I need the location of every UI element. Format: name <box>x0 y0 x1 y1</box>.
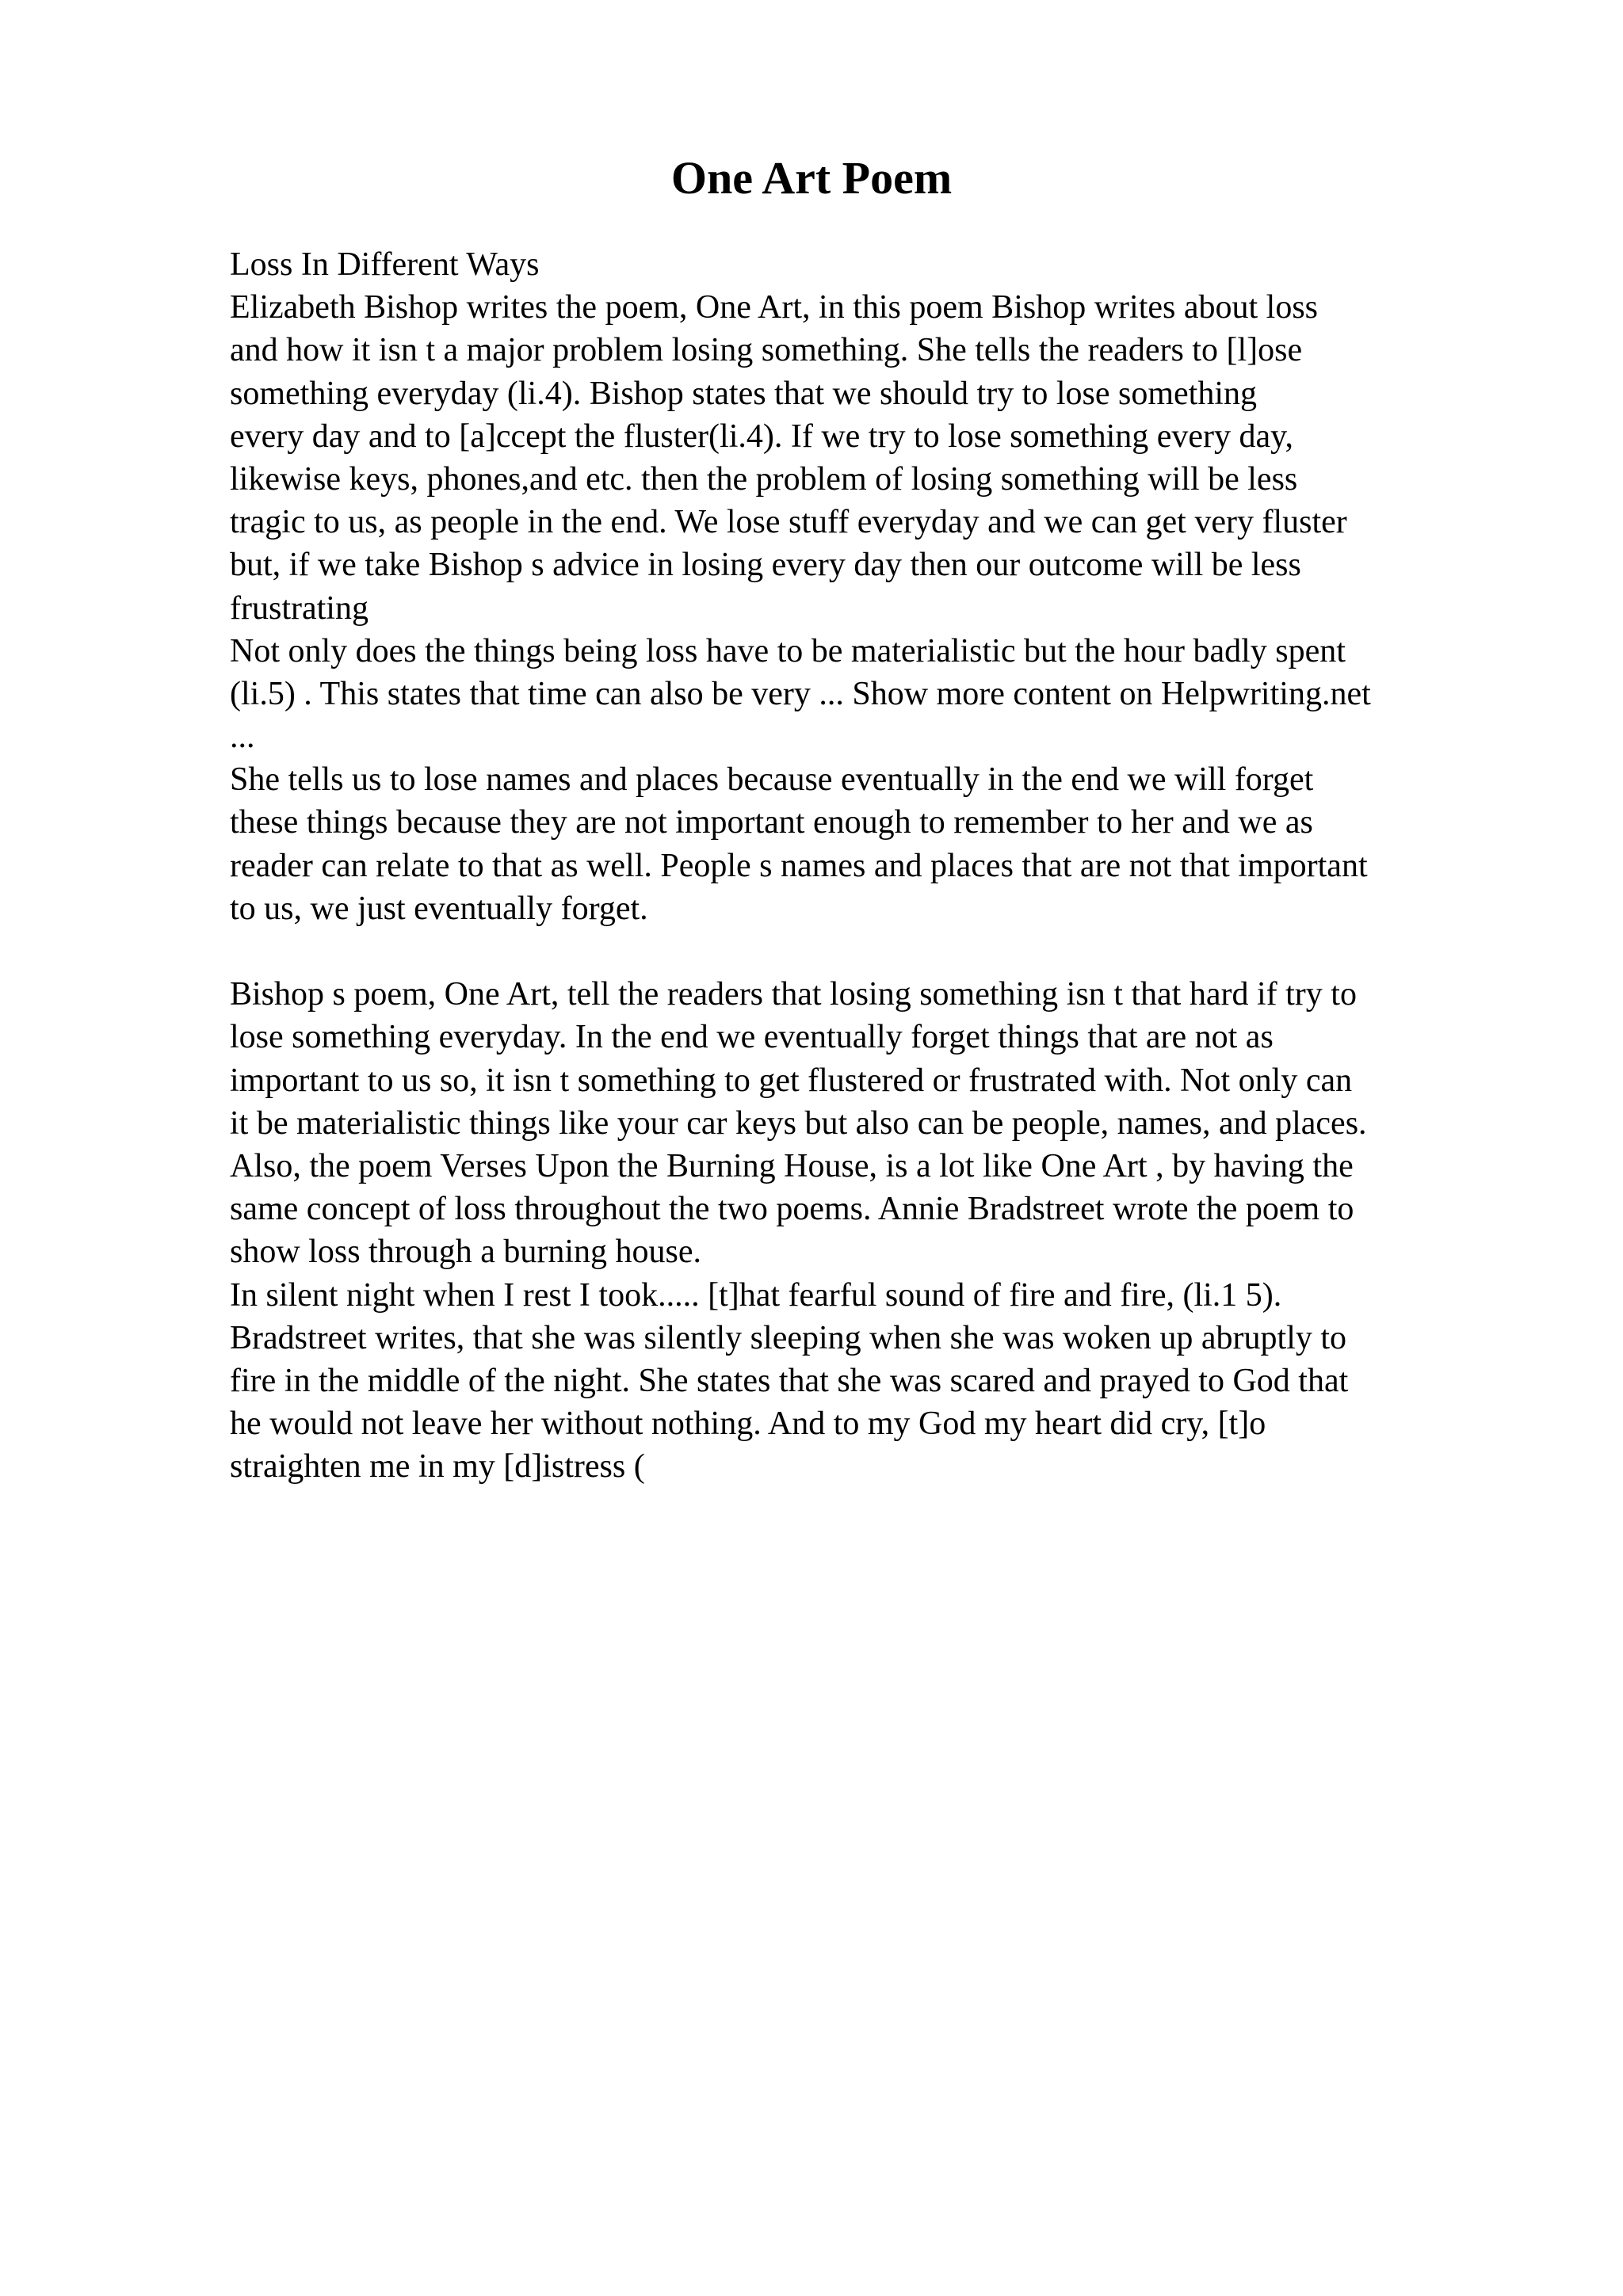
text-line: these things because they are not important enough to remember to her and we as <box>230 804 1313 841</box>
text-line: She tells us to lose names and places because eventually in the end we will forget <box>230 761 1314 799</box>
page-title: One Art Poem <box>670 152 953 204</box>
text-line: and how it isn t a major problem losing something. She tells the readers to [l]ose <box>230 332 1303 369</box>
text-line: Not only does the things being loss have to be materialistic but the hour badly spent <box>230 632 1346 669</box>
text-line: Also, the poem Verses Upon the Burning House, is a lot like One Art , by having the <box>230 1147 1354 1184</box>
text-line: In silent night when I rest I took..... [t]hat fearful sound of fire and fire, (li.1 5). <box>230 1276 1282 1314</box>
text-line: something everyday (li.4). Bishop states that we should try to lose something <box>230 375 1257 412</box>
text-line: ... <box>230 719 255 756</box>
text-line: (li.5) . This states that time can also be very ... Show more content on Helpwriting.net <box>230 675 1371 712</box>
document-body <box>230 243 1514 1488</box>
text-line: it be materialistic things like your car keys but also can be people, names, and places. <box>230 1104 1367 1142</box>
text-line: show loss through a burning house. <box>230 1234 701 1271</box>
text-line: fire in the middle of the night. She states that she was scared and prayed to God that <box>230 1362 1349 1399</box>
text-line: but, if we take Bishop s advice in losing every day then our outcome will be less <box>230 547 1301 584</box>
text-line: straighten me in my [d]istress ( <box>230 1448 645 1486</box>
text-line: Bishop s poem, One Art, tell the readers that losing something isn t that hard if try to <box>230 976 1357 1013</box>
paragraph-break <box>230 930 1514 973</box>
text-line: lose something everyday. In the end we eventually forget things that are not as <box>230 1019 1274 1056</box>
text-line: Bradstreet writes, that she was silently sleeping when she was woken up abruptly to <box>230 1319 1347 1356</box>
text-line: tragic to us, as people in the end. We lose stuff everyday and we can get very fluster <box>230 504 1347 541</box>
text-line: frustrating <box>230 589 369 627</box>
text-line: Elizabeth Bishop writes the poem, One Art, in this poem Bishop writes about loss <box>230 289 1319 326</box>
text-line: he would not leave her without nothing. And to my God my heart did cry, [t]o <box>230 1405 1266 1443</box>
text-line: same concept of loss throughout the two poems. Annie Bradstreet wrote the poem to <box>230 1191 1354 1228</box>
text-line: every day and to [a]ccept the fluster(li.4). If we try to lose something every day, <box>230 418 1293 455</box>
text-line: Loss In Different Ways <box>230 246 540 283</box>
text-line: reader can relate to that as well. People s names and places that are not that important <box>230 847 1368 884</box>
text-line: important to us so, it isn t something to get flustered or frustrated with. Not only can <box>230 1062 1353 1099</box>
text-line: to us, we just eventually forget. <box>230 890 648 927</box>
text-line: likewise keys, phones,and etc. then the problem of losing something will be less <box>230 460 1298 498</box>
